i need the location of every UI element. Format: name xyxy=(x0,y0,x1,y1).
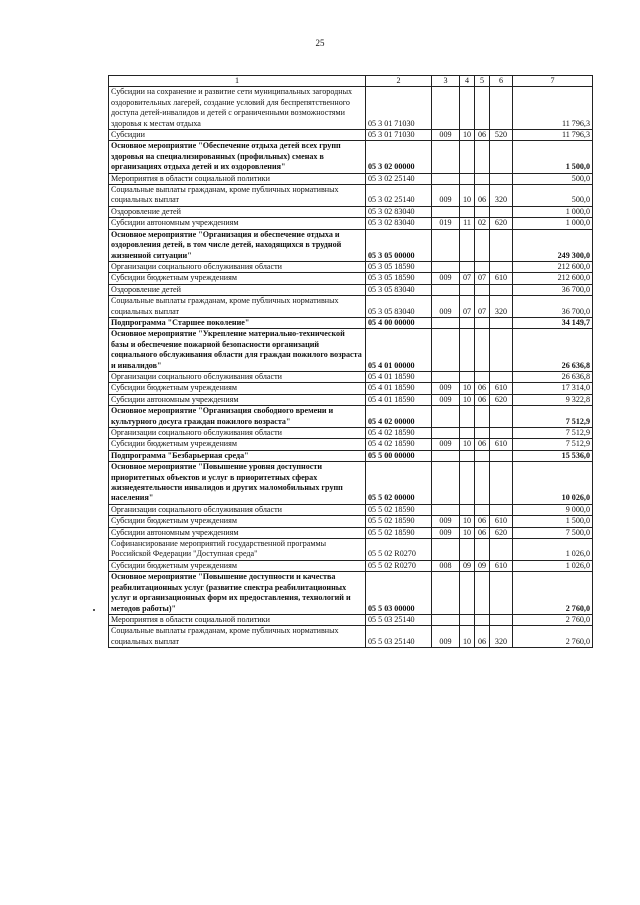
budget-table xyxy=(108,75,593,648)
row-sum-cell: 1 500,0 xyxy=(513,516,593,527)
row-vr-cell: 320 xyxy=(490,185,513,207)
row-code-cell: 05 4 02 18590 xyxy=(366,428,432,439)
row-name-cell: Субсидии на сохранение и развитие сети муниципальных загородных оздоровительных лагерей, создание условий для беспрепятственного доступа детей-инвалидов и детей с ограниченными возможностями здоровья к местам отдыха xyxy=(109,87,366,130)
row-code-cell: 05 4 02 00000 xyxy=(366,406,432,428)
stray-dot xyxy=(93,609,95,611)
table-row xyxy=(109,206,593,217)
row-ved-cell xyxy=(432,206,460,217)
row-ved-cell: 009 xyxy=(432,516,460,527)
row-rz-cell: 09 xyxy=(460,560,475,571)
row-vr-cell: 610 xyxy=(490,273,513,284)
table-row xyxy=(109,406,593,428)
table-row xyxy=(109,173,593,184)
row-vr-cell xyxy=(490,371,513,382)
row-code-cell: 05 5 02 18590 xyxy=(366,516,432,527)
row-sum-cell: 1 500,0 xyxy=(513,141,593,173)
header-cell: 7 xyxy=(513,76,593,87)
row-pr-cell xyxy=(475,504,490,515)
table-row xyxy=(109,261,593,272)
row-code-cell: 05 5 03 25140 xyxy=(366,614,432,625)
row-sum-cell: 2 760,0 xyxy=(513,614,593,625)
row-ved-cell: 019 xyxy=(432,218,460,229)
row-ved-cell: 009 xyxy=(432,296,460,318)
row-pr-cell xyxy=(475,572,490,615)
table-row xyxy=(109,614,593,625)
row-vr-cell: 620 xyxy=(490,394,513,405)
row-rz-cell xyxy=(460,206,475,217)
row-code-cell: 05 5 02 R0270 xyxy=(366,560,432,571)
row-name-cell: Субсидии бюджетным учреждениям xyxy=(109,439,366,450)
table-row xyxy=(109,273,593,284)
table-row xyxy=(109,229,593,261)
row-rz-cell: 10 xyxy=(460,394,475,405)
row-name-cell: Основное мероприятие "Обеспечение отдыха детей всех групп здоровья на специализированных (профильных) сменах в организациях отдыха детей и их оздоровления" xyxy=(109,141,366,173)
row-ved-cell xyxy=(432,371,460,382)
row-vr-cell xyxy=(490,504,513,515)
row-rz-cell: 10 xyxy=(460,439,475,450)
row-name-cell: Социальные выплаты гражданам, кроме публичных нормативных социальных выплат xyxy=(109,626,366,648)
table-row xyxy=(109,450,593,461)
row-sum-cell: 212 600,0 xyxy=(513,273,593,284)
row-name-cell: Субсидии бюджетным учреждениям xyxy=(109,383,366,394)
row-sum-cell: 9 000,0 xyxy=(513,504,593,515)
row-name-cell: Субсидии бюджетным учреждениям xyxy=(109,516,366,527)
row-name-cell: Мероприятия в области социальной политики xyxy=(109,614,366,625)
row-name-cell: Организации социального обслуживания области xyxy=(109,371,366,382)
row-code-cell: 05 3 02 25140 xyxy=(366,185,432,207)
table-row xyxy=(109,371,593,382)
page-number: 25 xyxy=(315,38,325,48)
row-name-cell: Субсидии бюджетным учреждениям xyxy=(109,560,366,571)
header-cell: 2 xyxy=(366,76,432,87)
row-rz-cell: 10 xyxy=(460,527,475,538)
row-name-cell: Основное мероприятие "Повышение уровня доступности приоритетных объектов и услуг в приоритетных сферах жизнедеятельности инвалидов и других маломобильных групп населения" xyxy=(109,462,366,505)
row-pr-cell: 06 xyxy=(475,626,490,648)
row-sum-cell: 7 512,9 xyxy=(513,428,593,439)
row-ved-cell xyxy=(432,329,460,372)
row-name-cell: Организации социального обслуживания области xyxy=(109,428,366,439)
row-code-cell: 05 3 05 00000 xyxy=(366,229,432,261)
row-pr-cell xyxy=(475,229,490,261)
row-vr-cell xyxy=(490,284,513,295)
row-vr-cell xyxy=(490,261,513,272)
row-vr-cell xyxy=(490,572,513,615)
row-ved-cell xyxy=(432,284,460,295)
row-pr-cell xyxy=(475,173,490,184)
row-rz-cell xyxy=(460,317,475,328)
row-rz-cell: 07 xyxy=(460,296,475,318)
table-row xyxy=(109,394,593,405)
row-ved-cell xyxy=(432,261,460,272)
row-rz-cell xyxy=(460,572,475,615)
row-name-cell: Субсидии бюджетным учреждениям xyxy=(109,273,366,284)
row-vr-cell: 320 xyxy=(490,296,513,318)
row-name-cell: Организации социального обслуживания области xyxy=(109,504,366,515)
row-rz-cell xyxy=(460,229,475,261)
row-name-cell: Основное мероприятие "Повышение доступности и качества реабилитационных услуг (развитие спектра реабилитационных услуг и организационных форм их предоставления, технологий и методов работы)" xyxy=(109,572,366,615)
row-ved-cell: 009 xyxy=(432,383,460,394)
row-pr-cell xyxy=(475,261,490,272)
row-sum-cell: 9 322,8 xyxy=(513,394,593,405)
table-row xyxy=(109,439,593,450)
row-sum-cell: 500,0 xyxy=(513,185,593,207)
row-name-cell: Оздоровление детей xyxy=(109,206,366,217)
row-pr-cell xyxy=(475,614,490,625)
row-pr-cell: 07 xyxy=(475,296,490,318)
row-name-cell: Мероприятия в области социальной политики xyxy=(109,173,366,184)
row-name-cell: Организации социального обслуживания области xyxy=(109,261,366,272)
row-code-cell: 05 4 01 18590 xyxy=(366,371,432,382)
row-rz-cell xyxy=(460,614,475,625)
row-vr-cell: 520 xyxy=(490,130,513,141)
row-rz-cell: 10 xyxy=(460,130,475,141)
row-vr-cell xyxy=(490,450,513,461)
row-sum-cell: 11 796,3 xyxy=(513,130,593,141)
row-ved-cell: 009 xyxy=(432,626,460,648)
row-name-cell: Социальные выплаты гражданам, кроме публичных нормативных социальных выплат xyxy=(109,296,366,318)
row-pr-cell xyxy=(475,87,490,130)
row-sum-cell: 36 700,0 xyxy=(513,284,593,295)
row-rz-cell xyxy=(460,284,475,295)
row-pr-cell: 02 xyxy=(475,218,490,229)
row-rz-cell xyxy=(460,261,475,272)
row-rz-cell xyxy=(460,450,475,461)
row-vr-cell xyxy=(490,229,513,261)
row-name-cell: Софинансирование мероприятий государственной программы Российской Федерации "Доступная среда" xyxy=(109,539,366,561)
row-code-cell: 05 4 00 00000 xyxy=(366,317,432,328)
row-rz-cell xyxy=(460,462,475,505)
row-ved-cell: 009 xyxy=(432,439,460,450)
row-name-cell: Подпрограмма "Безбарьерная среда" xyxy=(109,450,366,461)
row-code-cell: 05 3 01 71030 xyxy=(366,87,432,130)
row-ved-cell xyxy=(432,462,460,505)
table-row xyxy=(109,539,593,561)
table-row xyxy=(109,87,593,130)
table-row xyxy=(109,296,593,318)
row-sum-cell: 1 000,0 xyxy=(513,218,593,229)
row-name-cell: Субсидии автономным учреждениям xyxy=(109,218,366,229)
row-pr-cell: 07 xyxy=(475,273,490,284)
row-ved-cell xyxy=(432,428,460,439)
table-row xyxy=(109,383,593,394)
row-code-cell: 05 4 01 00000 xyxy=(366,329,432,372)
row-code-cell: 05 5 00 00000 xyxy=(366,450,432,461)
row-vr-cell xyxy=(490,173,513,184)
row-code-cell: 05 5 02 18590 xyxy=(366,527,432,538)
row-rz-cell: 10 xyxy=(460,626,475,648)
row-name-cell: Субсидии автономным учреждениям xyxy=(109,527,366,538)
row-vr-cell xyxy=(490,428,513,439)
row-pr-cell: 06 xyxy=(475,516,490,527)
table-row xyxy=(109,317,593,328)
table-row xyxy=(109,572,593,615)
table-row xyxy=(109,284,593,295)
row-rz-cell: 07 xyxy=(460,273,475,284)
row-ved-cell xyxy=(432,229,460,261)
row-vr-cell: 320 xyxy=(490,626,513,648)
table-row xyxy=(109,428,593,439)
row-vr-cell xyxy=(490,329,513,372)
row-ved-cell: 009 xyxy=(432,394,460,405)
row-sum-cell: 7 512,9 xyxy=(513,439,593,450)
row-code-cell: 05 4 01 18590 xyxy=(366,383,432,394)
row-code-cell: 05 5 03 25140 xyxy=(366,626,432,648)
row-pr-cell xyxy=(475,329,490,372)
row-ved-cell: 009 xyxy=(432,185,460,207)
row-pr-cell: 06 xyxy=(475,439,490,450)
row-pr-cell: 06 xyxy=(475,527,490,538)
row-ved-cell xyxy=(432,572,460,615)
row-pr-cell xyxy=(475,284,490,295)
row-code-cell: 05 5 02 00000 xyxy=(366,462,432,505)
row-pr-cell xyxy=(475,206,490,217)
row-code-cell: 05 4 02 18590 xyxy=(366,439,432,450)
row-sum-cell: 2 760,0 xyxy=(513,626,593,648)
row-vr-cell xyxy=(490,317,513,328)
row-vr-cell xyxy=(490,539,513,561)
header-cell: 4 xyxy=(460,76,475,87)
row-rz-cell: 11 xyxy=(460,218,475,229)
table-row xyxy=(109,504,593,515)
row-pr-cell: 06 xyxy=(475,394,490,405)
row-code-cell: 05 3 05 18590 xyxy=(366,273,432,284)
row-vr-cell: 610 xyxy=(490,516,513,527)
row-sum-cell: 26 636,8 xyxy=(513,371,593,382)
row-ved-cell: 009 xyxy=(432,130,460,141)
row-ved-cell xyxy=(432,539,460,561)
row-sum-cell: 249 300,0 xyxy=(513,229,593,261)
header-cell: 6 xyxy=(490,76,513,87)
row-sum-cell: 34 149,7 xyxy=(513,317,593,328)
row-sum-cell: 2 760,0 xyxy=(513,572,593,615)
row-name-cell: Основное мероприятие "Организация и обеспечение отдыха и оздоровления детей, в том числе детей, находящихся в трудной жизненной ситуации" xyxy=(109,229,366,261)
row-vr-cell: 610 xyxy=(490,439,513,450)
row-rz-cell: 10 xyxy=(460,516,475,527)
table-body xyxy=(109,76,593,648)
row-name-cell: Субсидии автономным учреждениям xyxy=(109,394,366,405)
row-rz-cell xyxy=(460,329,475,372)
row-rz-cell xyxy=(460,371,475,382)
row-ved-cell xyxy=(432,87,460,130)
row-pr-cell xyxy=(475,539,490,561)
row-sum-cell: 500,0 xyxy=(513,173,593,184)
row-sum-cell: 1 000,0 xyxy=(513,206,593,217)
row-rz-cell xyxy=(460,539,475,561)
row-pr-cell: 06 xyxy=(475,185,490,207)
table-row xyxy=(109,329,593,372)
row-ved-cell xyxy=(432,504,460,515)
row-ved-cell xyxy=(432,406,460,428)
row-code-cell: 05 3 02 25140 xyxy=(366,173,432,184)
row-name-cell: Основное мероприятие "Организация свободного времени и культурного досуга граждан пожилого возраста" xyxy=(109,406,366,428)
row-vr-cell: 620 xyxy=(490,527,513,538)
table-header-row xyxy=(109,76,593,87)
table-row xyxy=(109,130,593,141)
row-sum-cell: 17 314,0 xyxy=(513,383,593,394)
row-vr-cell xyxy=(490,614,513,625)
row-sum-cell: 15 536,0 xyxy=(513,450,593,461)
row-ved-cell xyxy=(432,141,460,173)
table-row xyxy=(109,218,593,229)
row-code-cell: 05 3 02 83040 xyxy=(366,218,432,229)
row-code-cell: 05 5 02 18590 xyxy=(366,504,432,515)
row-vr-cell xyxy=(490,87,513,130)
row-pr-cell xyxy=(475,317,490,328)
table-row xyxy=(109,560,593,571)
row-vr-cell xyxy=(490,406,513,428)
row-rz-cell xyxy=(460,428,475,439)
header-cell: 1 xyxy=(109,76,366,87)
row-rz-cell xyxy=(460,141,475,173)
row-pr-cell xyxy=(475,428,490,439)
row-code-cell: 05 5 02 R0270 xyxy=(366,539,432,561)
row-code-cell: 05 3 02 00000 xyxy=(366,141,432,173)
row-sum-cell: 1 026,0 xyxy=(513,539,593,561)
row-pr-cell: 09 xyxy=(475,560,490,571)
row-rz-cell xyxy=(460,173,475,184)
row-name-cell: Социальные выплаты гражданам, кроме публичных нормативных социальных выплат xyxy=(109,185,366,207)
row-code-cell: 05 5 03 00000 xyxy=(366,572,432,615)
row-code-cell: 05 3 05 83040 xyxy=(366,284,432,295)
row-ved-cell: 008 xyxy=(432,560,460,571)
row-vr-cell: 610 xyxy=(490,560,513,571)
row-vr-cell: 610 xyxy=(490,383,513,394)
row-rz-cell: 10 xyxy=(460,383,475,394)
row-name-cell: Оздоровление детей xyxy=(109,284,366,295)
row-sum-cell: 11 796,3 xyxy=(513,87,593,130)
row-ved-cell xyxy=(432,614,460,625)
row-sum-cell: 7 500,0 xyxy=(513,527,593,538)
row-code-cell: 05 3 02 83040 xyxy=(366,206,432,217)
header-cell: 3 xyxy=(432,76,460,87)
row-code-cell: 05 3 01 71030 xyxy=(366,130,432,141)
row-vr-cell xyxy=(490,141,513,173)
row-name-cell: Подпрограмма "Старшее поколение" xyxy=(109,317,366,328)
table-row xyxy=(109,516,593,527)
row-sum-cell: 36 700,0 xyxy=(513,296,593,318)
row-sum-cell: 1 026,0 xyxy=(513,560,593,571)
row-pr-cell xyxy=(475,406,490,428)
table-row xyxy=(109,626,593,648)
row-ved-cell: 009 xyxy=(432,273,460,284)
row-sum-cell: 26 636,8 xyxy=(513,329,593,372)
row-sum-cell: 7 512,9 xyxy=(513,406,593,428)
row-pr-cell xyxy=(475,450,490,461)
table-row xyxy=(109,185,593,207)
row-vr-cell xyxy=(490,462,513,505)
row-code-cell: 05 4 01 18590 xyxy=(366,394,432,405)
header-cell: 5 xyxy=(475,76,490,87)
table-row xyxy=(109,141,593,173)
row-ved-cell xyxy=(432,173,460,184)
row-code-cell: 05 3 05 18590 xyxy=(366,261,432,272)
row-vr-cell: 620 xyxy=(490,218,513,229)
table-row xyxy=(109,462,593,505)
row-name-cell: Субсидии xyxy=(109,130,366,141)
row-pr-cell xyxy=(475,141,490,173)
row-pr-cell: 06 xyxy=(475,130,490,141)
row-code-cell: 05 3 05 83040 xyxy=(366,296,432,318)
row-sum-cell: 10 026,0 xyxy=(513,462,593,505)
row-vr-cell xyxy=(490,206,513,217)
row-pr-cell xyxy=(475,462,490,505)
row-rz-cell xyxy=(460,406,475,428)
row-ved-cell xyxy=(432,317,460,328)
row-pr-cell xyxy=(475,371,490,382)
table-row xyxy=(109,527,593,538)
row-ved-cell xyxy=(432,450,460,461)
row-name-cell: Основное мероприятие "Укрепление материально-технической базы и обеспечение пожарной безопасности организаций социального обслуживания области для граждан пожилого возраста и инвалидов" xyxy=(109,329,366,372)
row-rz-cell xyxy=(460,504,475,515)
row-pr-cell: 06 xyxy=(475,383,490,394)
row-ved-cell: 009 xyxy=(432,527,460,538)
row-rz-cell: 10 xyxy=(460,185,475,207)
row-sum-cell: 212 600,0 xyxy=(513,261,593,272)
row-rz-cell xyxy=(460,87,475,130)
